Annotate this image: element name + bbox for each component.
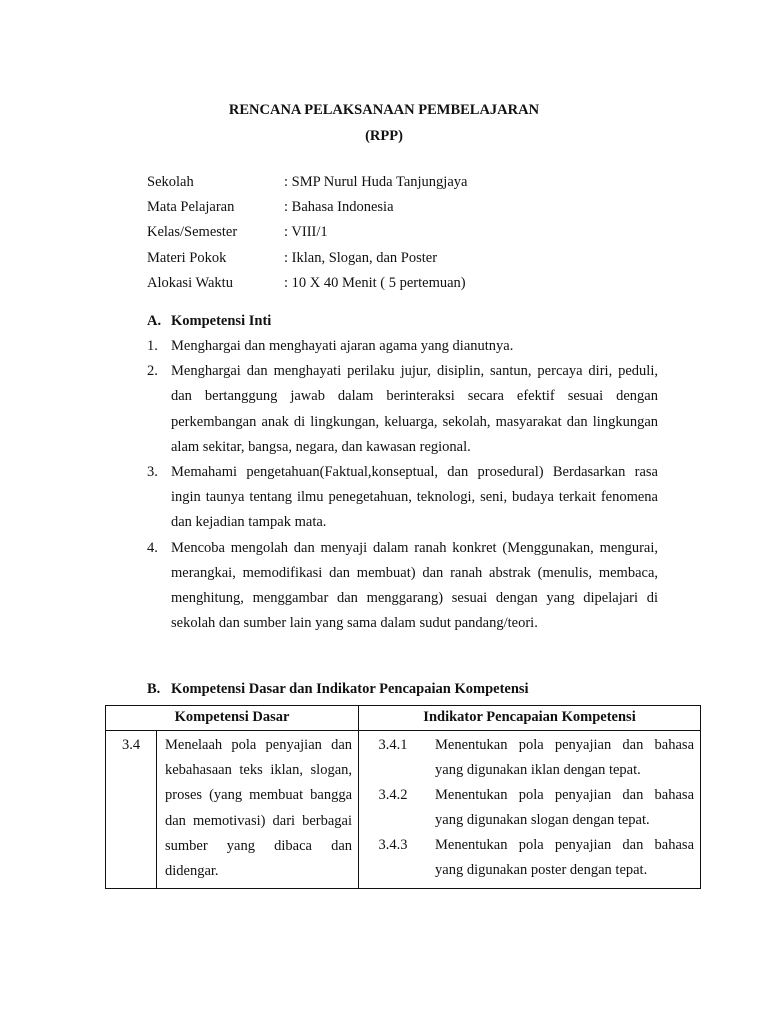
info-value: : Iklan, Slogan, dan Poster xyxy=(284,249,438,266)
info-row-class-semester xyxy=(147,220,687,245)
info-label: Kelas/Semester xyxy=(147,224,238,241)
header-indicator: Indikator Pencapaian Kompetensi xyxy=(359,706,701,731)
info-label: Mata Pelajaran xyxy=(147,199,235,216)
list-item xyxy=(147,359,658,460)
list-item xyxy=(147,536,658,637)
section-letter: B. xyxy=(147,681,161,697)
indicator-text: Menentukan pola penyajian dan bahasa yang digunakan slogan dengan tepat. xyxy=(435,787,695,829)
list-number: 4. xyxy=(147,539,158,556)
info-row-school xyxy=(147,170,687,195)
info-row-topic xyxy=(147,246,687,271)
info-label: Sekolah xyxy=(147,174,194,190)
info-value: : Bahasa Indonesia xyxy=(284,199,394,216)
document-subtitle: (RPP) xyxy=(365,128,403,144)
list-item xyxy=(147,334,658,359)
table-row xyxy=(106,731,701,889)
indicator-text: Menentukan pola penyajian dan bahasa yang digunakan poster dengan tepat. xyxy=(435,837,695,879)
competency-table xyxy=(105,705,701,889)
info-value: : 10 X 40 Menit ( 5 pertemuan) xyxy=(284,274,466,291)
list-number: 1. xyxy=(147,338,158,354)
section-title: Kompetensi Dasar dan Indikator Pencapaian Kompetensi xyxy=(171,681,529,697)
header-basic-competency: Kompetensi Dasar xyxy=(106,706,359,731)
indicator-code: 3.4.3 xyxy=(378,837,408,853)
list-text: Menghargai dan menghayati perilaku jujur, disiplin, santun, percaya diri, peduli, dan bertanggung jawab dalam berinteraksi secara efektif sesuai dengan perkembangan anak di lingkungan, keluarga, sekolah, masyarakat dan lingkungan alam sekitar, bangsa, negara, dan kawasan regional. xyxy=(171,363,658,455)
list-number: 2. xyxy=(147,363,158,380)
document-title: RENCANA PELAKSANAAN PEMBELAJARAN xyxy=(228,102,540,118)
info-row-time-allocation xyxy=(147,271,687,296)
indicator-cell xyxy=(359,731,701,889)
indicator-code: 3.4.2 xyxy=(378,787,408,803)
identity-block xyxy=(147,170,687,296)
list-text: Mencoba mengolah dan menyaji dalam ranah konkret (Menggunakan, mengurai, merangkai, memodifikasi dan membuat) dan ranah abstrak (menulis, membaca, menghitung, menggambar dan menggarang) sesuai dengan yang dipelajari di sekolah dan sumber lain yang sama dalam sudut pandang/teori. xyxy=(171,539,658,632)
info-label: Materi Pokok xyxy=(147,249,227,266)
info-value: : SMP Nurul Huda Tanjungjaya xyxy=(284,174,468,190)
section-title: Kompetensi Inti xyxy=(171,313,272,329)
section-b-heading xyxy=(147,681,529,698)
table-header-row xyxy=(106,706,701,731)
section-a-heading xyxy=(147,313,271,330)
indicator-list xyxy=(359,731,700,881)
list-number: 3. xyxy=(147,464,158,481)
info-label: Alokasi Waktu xyxy=(147,274,233,291)
core-competency-list xyxy=(147,334,658,636)
list-item xyxy=(147,460,658,536)
kd-number: 3.4 xyxy=(106,731,157,889)
indicator-code: 3.4.1 xyxy=(378,737,408,753)
list-text: Memahami pengetahuan(Faktual,konseptual, dan prosedural) Berdasarkan rasa ingin taunya tentang ilmu penegetahuan, teknologi, seni, budaya terkait fenomena dan kejadian tampak mata. xyxy=(171,464,658,531)
section-letter: A. xyxy=(147,313,162,329)
info-value: : VIII/1 xyxy=(284,224,328,241)
info-row-subject xyxy=(147,195,687,220)
indicator-text: Menentukan pola penyajian dan bahasa yang digunakan iklan dengan tepat. xyxy=(435,737,695,779)
kd-description: Menelaah pola penyajian dan kebahasaan teks iklan, slogan, proses (yang membuat bangga dan memotivasi) dari berbagai sumber yang dibaca dan didengar. xyxy=(157,731,359,889)
list-text: Menghargai dan menghayati ajaran agama yang dianutnya. xyxy=(171,338,514,354)
